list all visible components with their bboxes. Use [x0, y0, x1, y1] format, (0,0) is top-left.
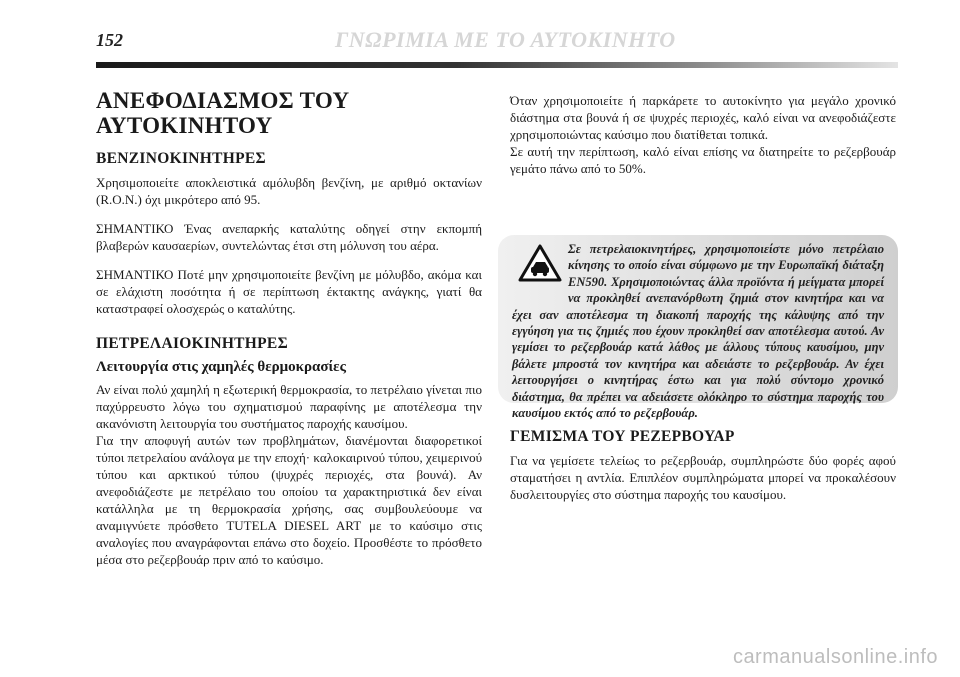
left-column [96, 88, 482, 568]
cold-operation-subheading: Λειτουργία στις χαμηλές θερμοκρασίες [96, 359, 346, 375]
diesel-paragraph-1: Αν είναι πολύ χαμηλή η εξωτερική θερμοκρασία, το πετρέλαιο γίνεται πιο παχύρρευστο λόγω του σχηματισμού παραφίνης με αποτέλεσμα την ακανόνιστη λειτουργία του συστήματος παροχής καυσίμου. [96, 382, 482, 431]
running-title: ΓΝΩΡΙΜΙΑ ΜΕ ΤΟ ΑΥΤΟΚΙΝΗΤΟ [335, 27, 676, 52]
main-title [96, 88, 482, 138]
refuel-heading: ΓΕΜΙΣΜΑ ΤΟΥ ΡΕΖΕΡΒΟΥΑΡ [510, 428, 735, 445]
right-column [510, 92, 896, 177]
warning-triangle-car-icon [518, 243, 562, 283]
warning-box [498, 235, 898, 421]
diesel-paragraph-2: Για την αποφυγή αυτών των προβλημάτων, διανέμονται διαφορετικοί τύποι πετρελαίου ανάλογα με την εποχή· καλοκαιρινού τύπου, χειμερινού τύπου και αρκτικού τύπου (ψυχρές περιοχές, στα βουνά). Αν ανεφοδιάζεστε με πετρέλαιο του οποίου τα χαρακτηριστικά δεν είναι κατάλληλα με τη θερμοκρασία χρήσης, σας συμβουλεύουμε να αναμιγνύετε πρόσθετο TUTELA DIESEL ART με το καύσιμο στις αναλογίες που αναγράφονται επάνω στο δοχείο. Προσθέστε το πρόσθετο μέσα στο ρεζερβουάρ πριν από το καύσιμο. [96, 433, 482, 567]
diesel-engines-heading: ΠΕΤΡΕΛΑΙΟΚΙΝΗΤΗΡΕΣ [96, 335, 289, 352]
petrol-engines-heading: ΒΕΝΖΙΝΟΚΙΝΗΤΗΡΕΣ [96, 150, 266, 167]
page-number: 152 [96, 30, 123, 50]
main-title-line1: ΑΝΕΦΟΔΙΑΣΜΟΣ ΤΟΥ [96, 88, 350, 113]
warning-text-container [512, 241, 884, 421]
watermark-text: carmanualsonline.info [732, 646, 938, 668]
page-header [0, 0, 960, 70]
refuel-section [510, 428, 896, 503]
right-paragraph-1: Όταν χρησιμοποιείτε ή παρκάρετε το αυτοκίνητο για μεγάλο χρονικό διάστημα στα βουνά ή σε ψυχρές περιοχές, καλό είναι να ανεφοδιάζεστε χρησιμοποιώντας καύσιμο που διατίθεται τοπικά. [510, 93, 896, 142]
petrol-paragraph-2: ΣΗΜΑΝΤΙΚΟ Ένας ανεπαρκής καταλύτης οδηγεί στην εκπομπή βλαβερών καυσαερίων, συντελώντας έτσι στη μόλυνση του αέρα. [96, 221, 482, 253]
right-paragraph-2: Σε αυτή την περίπτωση, καλό είναι επίσης να διατηρείτε το ρεζερβουάρ γεμάτο πάνω από το 50%. [510, 144, 896, 176]
petrol-paragraph-3: ΣΗΜΑΝΤΙΚΟ Ποτέ μην χρησιμοποιείτε βενζίνη με μόλυβδο, ακόμα και σε ελάχιστη ποσότητα ή σε περίπτωση έκτακτης ανάγκης, γιατί θα καταστραφεί ολοσχερώς ο καταλύτης. [96, 267, 482, 316]
main-title-line2: ΑΥΤΟΚΙΝΗΤΟΥ [96, 113, 273, 138]
warning-text: Σε πετρελαιοκινητήρες, χρησιμοποιείστε μόνο πετρέλαιο κίνησης το οποίο είναι σύμφωνο με την Ευρωπαϊκή διάταξη EN590. Χρησιμοποιώντας άλλα προϊόντα ή μείγματα μπορεί να προκληθεί ανεπανόρθωτη ζημιά στον κινητήρα και να έχει σαν αποτέλεσμα τη διακοπή παροχής της κάλυψης από την εγγύηση για τις ζημιές που έχουν προκληθεί σαν αποτέλεσμα αυτού. Αν γεμίσει το ρεζερβουάρ κατά λάθος με άλλους τύπους καυσίμου, μην βάλετε μπροστά τον κινητήρα και αδειάστε το ρεζερβουάρ. Αν έχει λειτουργήσει ο κινητήρας έστω και για πολύ σύντομο χρονικό διάστημα, θα πρέπει να αδειάσετε ολόκληρο το σύστημα παροχής του καυσίμου εκτός από το ρεζερβουάρ. [512, 242, 884, 421]
header-rule [96, 62, 898, 68]
refuel-paragraph: Για να γεμίσετε τελείως το ρεζερβουάρ, συμπληρώστε δύο φορές αφού σταματήσει η αντλία. Επιπλέον συμπληρώματα μπορεί να προκαλέσουν δυσλειτουργίες στο σύστημα παροχής του καυσίμου. [510, 453, 896, 502]
petrol-paragraph-1: Χρησιμοποιείτε αποκλειστικά αμόλυβδη βενζίνη, με αριθμό οκτανίων (R.O.N.) όχι μικρότερο από 95. [96, 175, 482, 207]
